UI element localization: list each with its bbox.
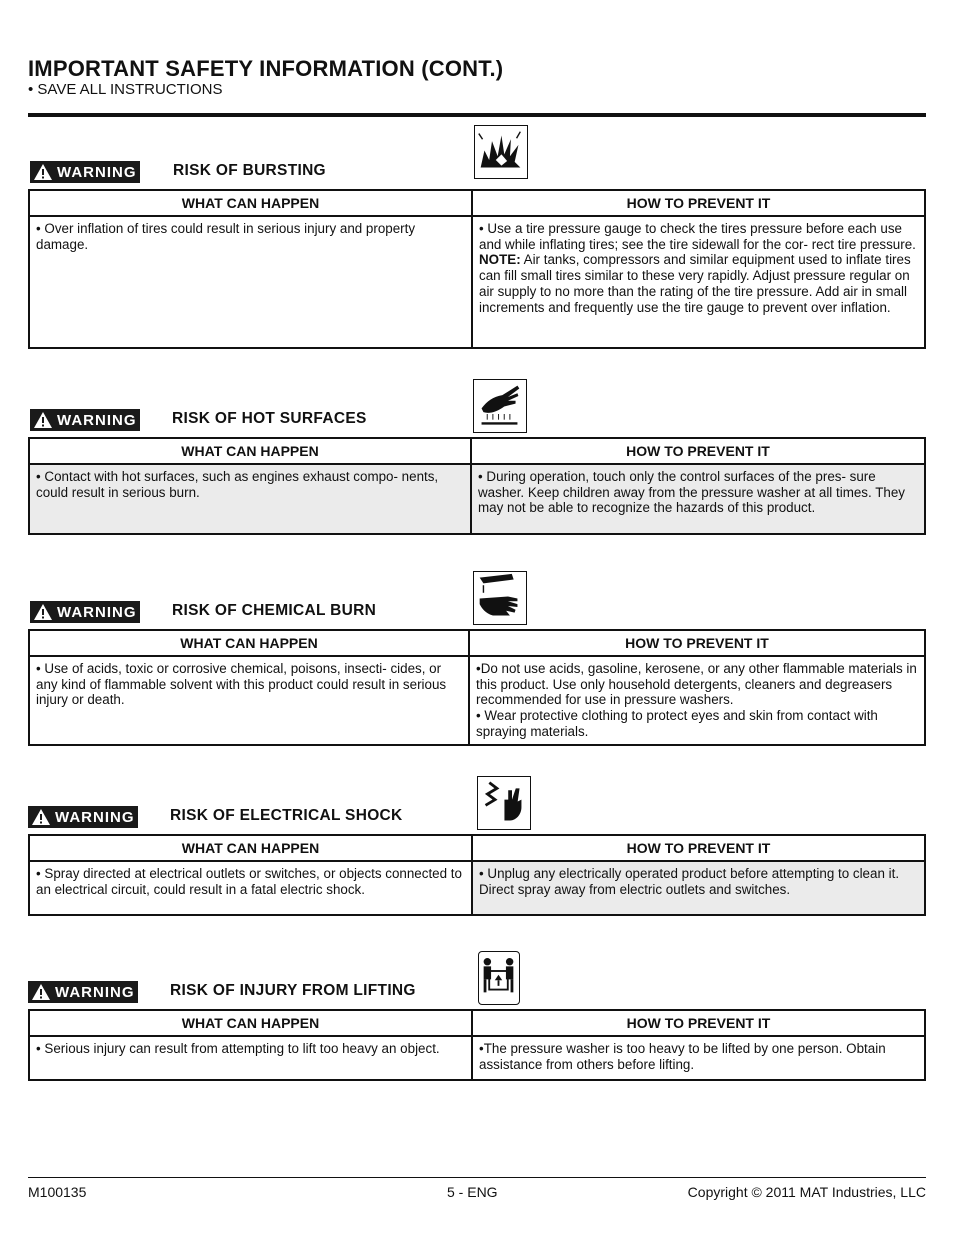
what-can-happen-header: WHAT CAN HAPPEN	[29, 190, 472, 216]
warning-badge	[30, 409, 140, 431]
risk-table	[28, 834, 926, 916]
prevention-cell: •The pressure washer is too heavy to be lifted by one person. Obtain assistance from others before lifting.	[472, 1036, 925, 1080]
footer-divider	[28, 1177, 926, 1178]
section-hot-surfaces	[28, 379, 926, 535]
risk-table	[28, 437, 926, 535]
risk-title: RISK OF BURSTING	[173, 162, 326, 179]
prevention-cell	[472, 216, 925, 348]
how-to-prevent-header: HOW TO PREVENT IT	[472, 1010, 925, 1036]
how-to-prevent-header: HOW TO PREVENT IT	[472, 835, 925, 861]
warning-badge	[28, 981, 138, 1003]
hazard-cell: • Over inflation of tires could result in serious injury and property damage.	[29, 216, 472, 348]
warning-triangle-icon	[33, 163, 53, 181]
prevention-line: •Do not use acids, gasoline, kerosene, or any other flammable materials in this product. Use only household detergents, cleaners and degreasers recommended for use in pressure washers.	[476, 661, 917, 708]
prevention-line: • Use a tire pressure gauge to check the tires pressure before each use and while inflating tires; see the tire sidewall for the cor- rect tire pressure.	[479, 221, 916, 252]
page-title: IMPORTANT SAFETY INFORMATION (CONT.)	[28, 56, 504, 81]
hazard-cell: • Spray directed at electrical outlets or switches, or objects connected to an electrical circuit, could result in a fatal electric shock.	[29, 861, 472, 915]
prevention-cell: • During operation, touch only the control surfaces of the pres- sure washer. Keep children away from the pressure washer at all times. They may not be able to recognize the hazards of this product.	[471, 464, 925, 534]
risk-title: RISK OF ELECTRICAL SHOCK	[170, 807, 403, 824]
how-to-prevent-header: HOW TO PREVENT IT	[472, 190, 925, 216]
prevention-cell: • Unplug any electrically operated product before attempting to clean it. Direct spray away from electric outlets and switches.	[472, 861, 925, 915]
page-number: 5 - ENG	[447, 1184, 498, 1200]
section-electrical-shock	[28, 776, 926, 916]
risk-table	[28, 189, 926, 349]
risk-title: RISK OF CHEMICAL BURN	[172, 602, 377, 619]
warning-triangle-icon	[31, 808, 51, 826]
copyright: Copyright © 2011 MAT Industries, LLC	[687, 1184, 926, 1200]
warning-triangle-icon	[31, 983, 51, 1001]
section-lifting	[28, 951, 926, 1081]
bursting-icon	[474, 125, 528, 179]
prevention-line: • Wear protective clothing to protect eyes and skin from contact with spraying materials.	[476, 708, 878, 739]
header-divider	[28, 113, 926, 117]
warning-label: WARNING	[57, 603, 137, 621]
how-to-prevent-header: HOW TO PREVENT IT	[471, 438, 925, 464]
warning-triangle-icon	[33, 603, 53, 621]
hazard-cell: • Contact with hot surfaces, such as engines exhaust compo- nents, could result in serious burn.	[29, 464, 471, 534]
section-bursting	[28, 125, 926, 349]
note-text: Air tanks, compressors and similar equipment used to inflate tires can fill small tires similar to these very rapidly. Adjust pressure regular on air supply to no more than the rating of the tire pressure. Add air in small increments and frequently use the tire gauge to prevent over inflation.	[479, 252, 911, 315]
what-can-happen-header: WHAT CAN HAPPEN	[29, 438, 471, 464]
section-chemical-burn	[28, 571, 926, 746]
risk-title: RISK OF HOT SURFACES	[172, 410, 367, 427]
warning-triangle-icon	[33, 411, 53, 429]
chemical-burn-icon	[473, 571, 527, 625]
how-to-prevent-header: HOW TO PREVENT IT	[469, 630, 925, 656]
warning-badge	[30, 161, 140, 183]
prevention-cell	[469, 656, 925, 745]
warning-label: WARNING	[57, 411, 137, 429]
electrical-shock-icon	[477, 776, 531, 830]
hazard-cell: • Serious injury can result from attempting to lift too heavy an object.	[29, 1036, 472, 1080]
note-label: NOTE:	[479, 252, 521, 268]
risk-table	[28, 1009, 926, 1081]
doc-number: M100135	[28, 1184, 87, 1200]
prevention-note	[479, 252, 918, 315]
warning-label: WARNING	[55, 808, 135, 826]
warning-label: WARNING	[57, 163, 137, 181]
what-can-happen-header: WHAT CAN HAPPEN	[29, 1010, 472, 1036]
what-can-happen-header: WHAT CAN HAPPEN	[29, 835, 472, 861]
warning-badge	[28, 806, 138, 828]
risk-title: RISK OF INJURY FROM LIFTING	[170, 982, 416, 999]
warning-badge	[30, 601, 140, 623]
risk-table	[28, 629, 926, 746]
page-subtitle: • SAVE ALL INSTRUCTIONS	[28, 81, 223, 98]
two-person-lift-icon	[478, 951, 520, 1005]
hazard-cell: • Use of acids, toxic or corrosive chemical, poisons, insecti- cides, or any kind of flammable solvent with this product could result in serious injury or death.	[29, 656, 469, 745]
what-can-happen-header: WHAT CAN HAPPEN	[29, 630, 469, 656]
warning-label: WARNING	[55, 983, 135, 1001]
hot-surface-icon	[473, 379, 527, 433]
page-header	[28, 56, 926, 98]
